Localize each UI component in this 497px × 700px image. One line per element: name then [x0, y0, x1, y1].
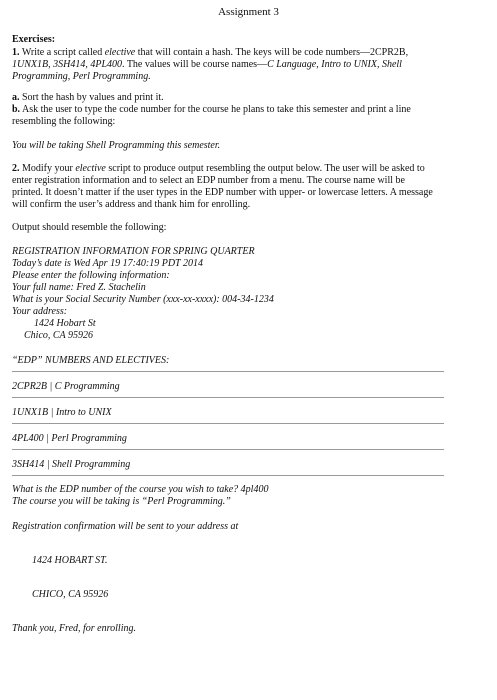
exercise-1-elective: elective — [104, 47, 136, 58]
course-answer: The course you will be taking is “Perl Programming.” — [12, 496, 231, 507]
exercise-1-text-b: that will contain a hash. The keys will be code numbers—2CPR2B, — [135, 47, 409, 58]
exercises-heading: Exercises: — [12, 34, 56, 45]
confirm-address-2: CHICO, CA 95926 — [32, 589, 109, 600]
address-line-1: 1424 Hobart St — [34, 318, 96, 329]
exercise-1-text-a: Write a script called — [21, 47, 105, 58]
part-b-line-1 — [12, 104, 411, 116]
todays-date-line: Today’s date is Wed Apr 19 17:40:19 PDT 2014 — [12, 258, 203, 269]
exercise-1-number: 1. — [12, 47, 20, 58]
output-intro: Output should resemble the following: — [12, 222, 167, 233]
menu-divider — [12, 423, 444, 424]
menu-heading: “EDP” NUMBERS AND ELECTIVES: — [12, 355, 170, 366]
menu-item: 4PL400 | Perl Programming — [12, 433, 127, 444]
exercise-2-line-1 — [12, 163, 425, 175]
enter-info-line: Please enter the following information: — [12, 270, 170, 281]
thank-you-line: Thank you, Fred, for enrolling. — [12, 623, 136, 634]
page-title: Assignment 3 — [218, 6, 279, 18]
sample-output-1: You will be taking Shell Programming this semester. — [12, 140, 221, 151]
full-name-line: Your full name: Fred Z. Stachelin — [12, 282, 146, 293]
exercise-2-number: 2. — [12, 163, 20, 174]
exercise-1-line-1 — [12, 47, 408, 59]
exercise-1-line-3: Programming, Perl Programming. — [12, 71, 151, 82]
exercise-2-text-a: Modify your — [22, 163, 76, 174]
exercise-2-text-b: script to produce output resembling the output below. The user will be asked to — [105, 163, 425, 174]
exercise-1-codes: 1UNX1B, 3SH414, 4PL400 — [12, 59, 122, 70]
part-a-label: a. — [12, 92, 20, 103]
part-a — [12, 92, 164, 104]
exercise-2-line-2: enter registration information and to select an EDP number from a menu. The course name will be — [12, 175, 405, 186]
menu-divider — [12, 475, 444, 476]
confirmation-line: Registration confirmation will be sent to your address at — [12, 521, 239, 532]
menu-item: 1UNX1B | Intro to UNIX — [12, 407, 112, 418]
menu-divider — [12, 449, 444, 450]
menu-divider — [12, 371, 444, 372]
menu-item: 2CPR2B | C Programming — [12, 381, 120, 392]
exercise-1-line-2 — [12, 59, 402, 71]
confirm-address-1: 1424 HOBART ST. — [32, 555, 108, 566]
menu-item: 3SH414 | Shell Programming — [12, 459, 131, 470]
part-a-text: Sort the hash by values and print it. — [22, 92, 164, 103]
exercise-1-values-text: . The values will be course names— — [122, 59, 268, 70]
part-b-line-2: resembling the following: — [12, 116, 116, 127]
part-b-label: b. — [12, 104, 21, 115]
address-line-2: Chico, CA 95926 — [24, 330, 93, 341]
exercise-2-line-3: printed. It doesn’t matter if the user types in the EDP number with upper- or lowercase letters. A message — [12, 187, 433, 198]
exercise-2-elective: elective — [75, 163, 106, 174]
exercise-1-course-names: C Language, Intro to UNIX, Shell — [267, 59, 402, 70]
ssn-line: What is your Social Security Number (xxx-xx-xxxx): 004-34-1234 — [12, 294, 274, 305]
address-label: Your address: — [12, 306, 68, 317]
part-b-text: Ask the user to type the code number for the course he plans to take this semester and print a line — [22, 104, 411, 115]
edp-question: What is the EDP number of the course you wish to take? 4pl400 — [12, 484, 269, 495]
registration-heading: REGISTRATION INFORMATION FOR SPRING QUARTER — [12, 246, 255, 257]
menu-divider — [12, 397, 444, 398]
exercise-2-line-4: will confirm the user’s address and thank him for enrolling. — [12, 199, 251, 210]
